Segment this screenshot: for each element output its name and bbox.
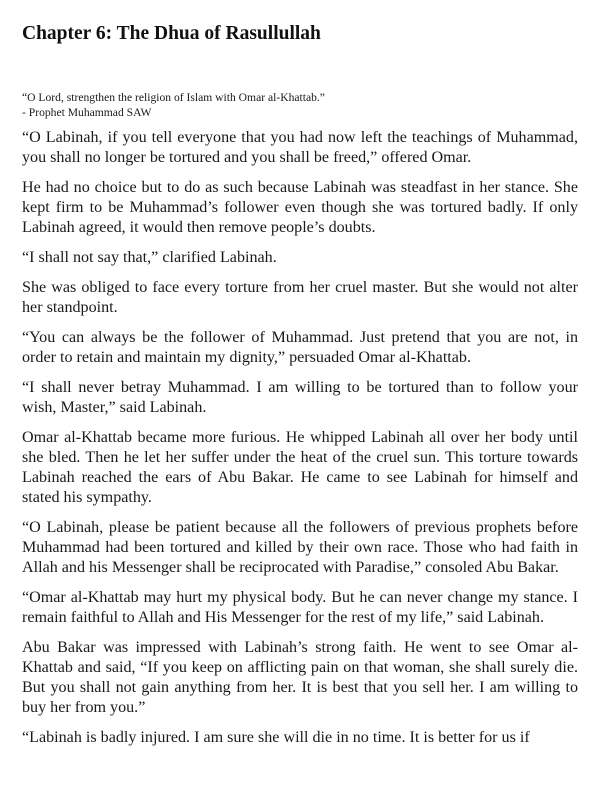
paragraph: “You can always be the follower of Muhammad. Just pretend that you are not, in order to retain and maintain my dignity,” persuaded Omar al-Khattab. — [22, 329, 578, 366]
paragraph: He had no choice but to do as such because Labinah was steadfast in her stance. She kept firm to be Muhammad’s follower even though she was tortured badly. If only Labinah agreed, it would then remove people’s doubts. — [22, 179, 578, 236]
document-page — [22, 0, 578, 748]
paragraph: “Omar al-Khattab may hurt my physical body. But he can never change my stance. I remain faithful to Allah and His Messenger for the rest of my life,” said Labinah. — [22, 589, 578, 626]
paragraph: “I shall never betray Muhammad. I am willing to be tortured than to follow your wish, Master,” said Labinah. — [22, 379, 578, 416]
chapter-title: Chapter 6: The Dhua of Rasullullah — [22, 23, 321, 44]
paragraph: “I shall not say that,” clarified Labinah. — [22, 249, 277, 266]
paragraph: Abu Bakar was impressed with Labinah’s strong faith. He went to see Omar al-Khattab and said, “If you keep on afflicting pain on that woman, she shall surely die. But you shall not gain anything from her. It is best that you sell her. I am willing to buy her from you.” — [22, 639, 578, 716]
paragraph: She was obliged to face every torture from her cruel master. But she would not alter her standpoint. — [22, 279, 578, 316]
paragraph: “Labinah is badly injured. I am sure she will die in no time. It is better for us if — [22, 729, 530, 746]
epigraph-attribution: - Prophet Muhammad SAW — [22, 106, 152, 119]
paragraph: “O Labinah, please be patient because all the followers of previous prophets before Muhammad had been tortured and killed by their own race. Those who had faith in Allah and his Messenger shall be reciprocated with Paradise,” consoled Abu Bakar. — [22, 519, 578, 576]
paragraph: “O Labinah, if you tell everyone that you had now left the teachings of Muhammad, you shall no longer be tortured and you shall be freed,” offered Omar. — [22, 129, 578, 166]
epigraph — [22, 90, 578, 120]
epigraph-quote: “O Lord, strengthen the religion of Islam with Omar al-Khattab.” — [22, 91, 325, 104]
paragraph: Omar al-Khattab became more furious. He whipped Labinah all over her body until she bled. Then he let her suffer under the heat of the cruel sun. This torture towards Labinah reached the ears of Abu Bakar. He came to see Labinah for himself and stated his sympathy. — [22, 429, 578, 506]
